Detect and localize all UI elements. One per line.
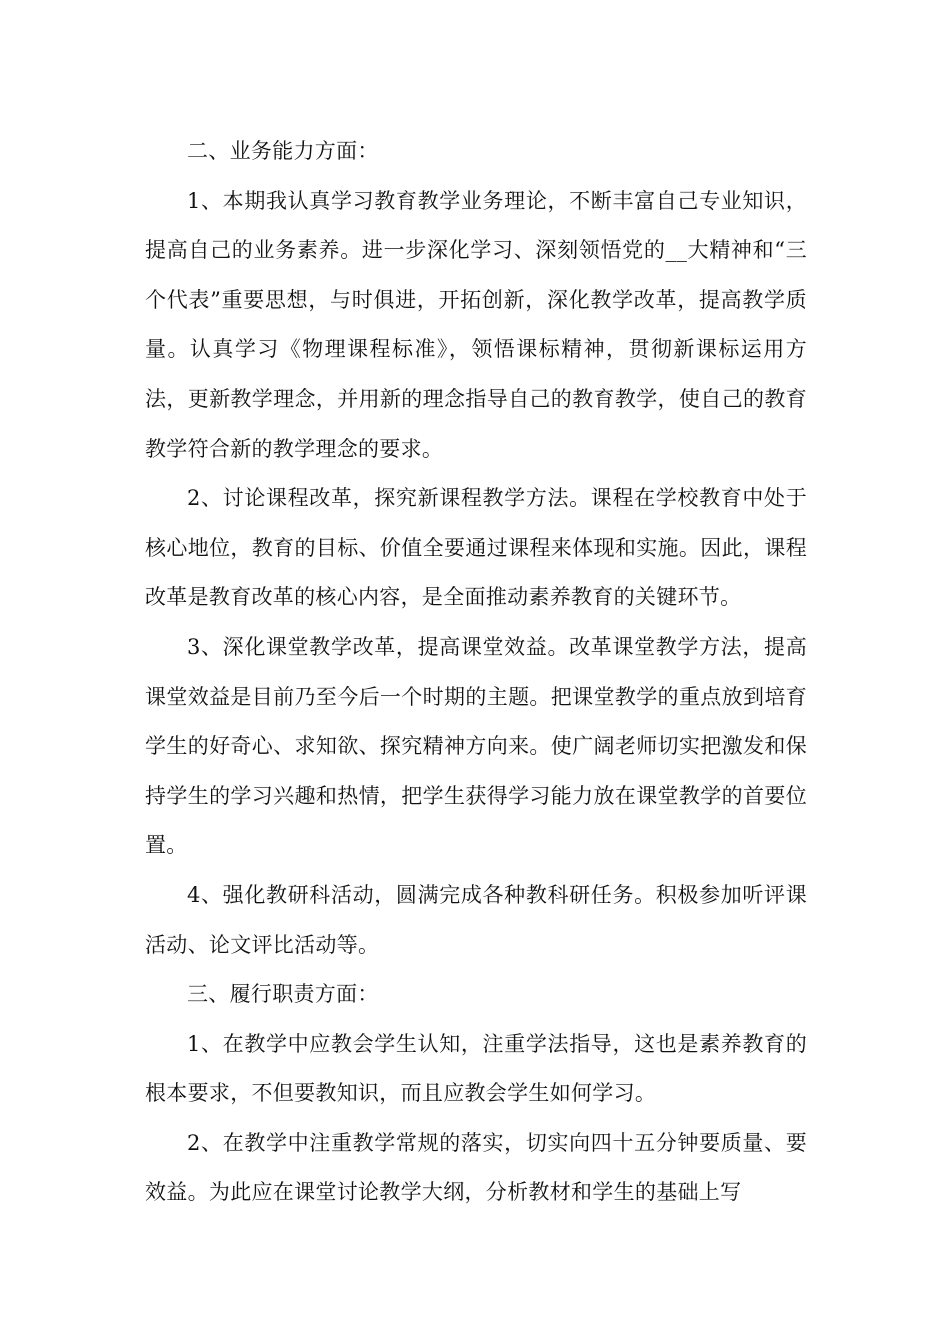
paragraph-business-3: 3、深化课堂教学改革，提高课堂效益。改革课堂教学方法，提高课堂效益是目前乃至今后一个时期的主题。把课堂教学的重点放到培育学生的好奇心、求知欲、探究精神方向来。使广阔老师切实把激发和保持学生的学习兴趣和热情，把学生获得学习能力放在课堂教学的首要位置。	[145, 634, 807, 858]
document-body	[145, 127, 807, 1218]
paragraph-duties-2: 2、在教学中注重教学常规的落实，切实向四十五分钟要质量、要效益。为此应在课堂讨论教学大纲，分析教材和学生的基础上写	[145, 1130, 807, 1205]
paragraph-business-4: 4、强化教研科活动，圆满完成各种教科研任务。积极参加听评课活动、论文评比活动等。	[145, 882, 807, 957]
section-heading-business-ability: 二、业务能力方面：	[187, 139, 379, 163]
paragraph-business-2: 2、讨论课程改革，探究新课程教学方法。课程在学校教育中处于核心地位，教育的目标、价值全要通过课程来体现和实施。因此，课程改革是教育改革的核心内容，是全面推动素养教育的关键环节。	[145, 486, 807, 610]
paragraph-business-1: 1、本期我认真学习教育教学业务理论，不断丰富自己专业知识，提高自己的业务素养。进一步深化学习、深刻领悟党的__大精神和“三个代表”重要思想，与时俱进，开拓创新，深化教学改革，提高教学质量。认真学习《物理课程标准》，领悟课标精神，贯彻新课标运用方法，更新教学理念，并用新的理念指导自己的教育教学，使自己的教育教学符合新的教学理念的要求。	[145, 188, 807, 461]
paragraph-duties-1: 1、在教学中应教会学生认知，注重学法指导，这也是素养教育的根本要求，不但要教知识，而且应教会学生如何学习。	[145, 1031, 807, 1106]
section-heading-duties: 三、履行职责方面：	[187, 982, 379, 1007]
